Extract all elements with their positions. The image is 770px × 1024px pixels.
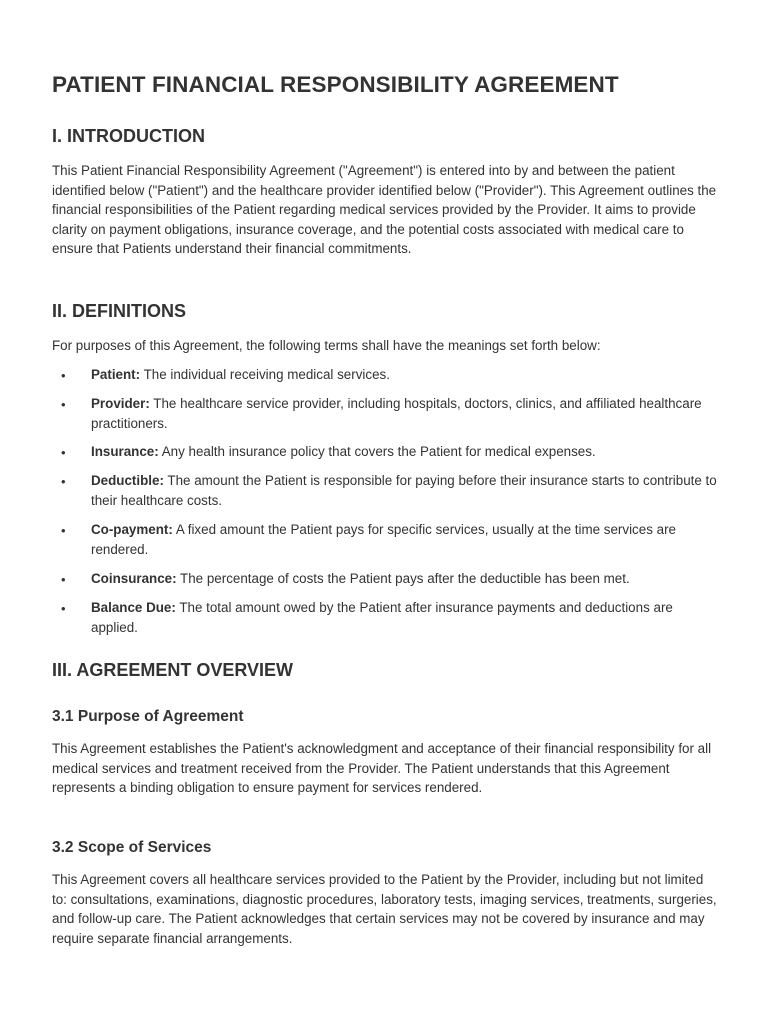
definition-term: Patient:: [91, 367, 141, 382]
section-heading-introduction: I. INTRODUCTION: [52, 126, 205, 146]
subsection-heading-scope: 3.2 Scope of Services: [52, 839, 212, 856]
definition-text: A fixed amount the Patient pays for specific services, usually at the time services are rendered.: [91, 522, 676, 557]
purpose-paragraph: This Agreement establishes the Patient's acknowledgment and acceptance of their financial responsibility for all medical services and treatment received from the Provider. The Patient understands that this Agreement represents a binding obligation to ensure payment for services rendered.: [52, 741, 712, 795]
bullet-icon: •: [61, 572, 66, 587]
scope-paragraph: This Agreement covers all healthcare services provided to the Patient by the Provider, including but not limited to: consultations, examinations, diagnostic procedures, laboratory tests, imaging services, treatments, surgeries, and follow-up care. The Patient acknowledges that certain services may not be covered by insurance and may require separate financial arrangements.: [52, 872, 717, 946]
definition-term: Deductible:: [91, 473, 164, 488]
introduction-paragraph: This Patient Financial Responsibility Agreement ("Agreement") is entered into by and between the patient identified below ("Patient") and the healthcare provider identified below ("Provider"). This Agreement outlines the financial responsibilities of the Patient regarding medical services provided by the Provider. It aims to provide clarity on payment obligations, insurance coverage, and the potential costs associated with medical care to ensure that Patients understand their financial commitments.: [52, 163, 717, 256]
section-heading-agreement-overview: III. AGREEMENT OVERVIEW: [52, 660, 294, 680]
bullet-icon: •: [61, 445, 66, 460]
definition-term: Balance Due:: [91, 600, 176, 615]
definition-text: The individual receiving medical services.: [140, 367, 390, 382]
definition-term: Insurance:: [91, 444, 159, 459]
bullet-icon: •: [61, 523, 66, 538]
bullet-icon: •: [61, 397, 66, 412]
bullet-icon: •: [61, 474, 66, 489]
definition-term: Provider:: [91, 396, 150, 411]
subsection-heading-purpose: 3.1 Purpose of Agreement: [52, 708, 244, 725]
document-title: PATIENT FINANCIAL RESPONSIBILITY AGREEMENT: [52, 72, 619, 97]
definition-term: Co-payment:: [91, 522, 173, 537]
definition-text: The percentage of costs the Patient pays after the deductible has been met.: [176, 571, 630, 586]
definition-text: Any health insurance policy that covers the Patient for medical expenses.: [158, 444, 596, 459]
definition-text: The amount the Patient is responsible for paying before their insurance starts to contribute to their healthcare costs.: [91, 473, 717, 508]
bullet-icon: •: [61, 368, 66, 383]
definitions-lead: For purposes of this Agreement, the following terms shall have the meanings set forth below:: [52, 338, 601, 353]
definition-text: The healthcare service provider, including hospitals, doctors, clinics, and affiliated healthcare practitioners.: [91, 396, 702, 431]
definition-text: The total amount owed by the Patient after insurance payments and deductions are applied.: [91, 600, 673, 635]
bullet-icon: •: [61, 601, 66, 616]
definition-term: Coinsurance:: [91, 571, 177, 586]
section-heading-definitions: II. DEFINITIONS: [52, 301, 187, 321]
